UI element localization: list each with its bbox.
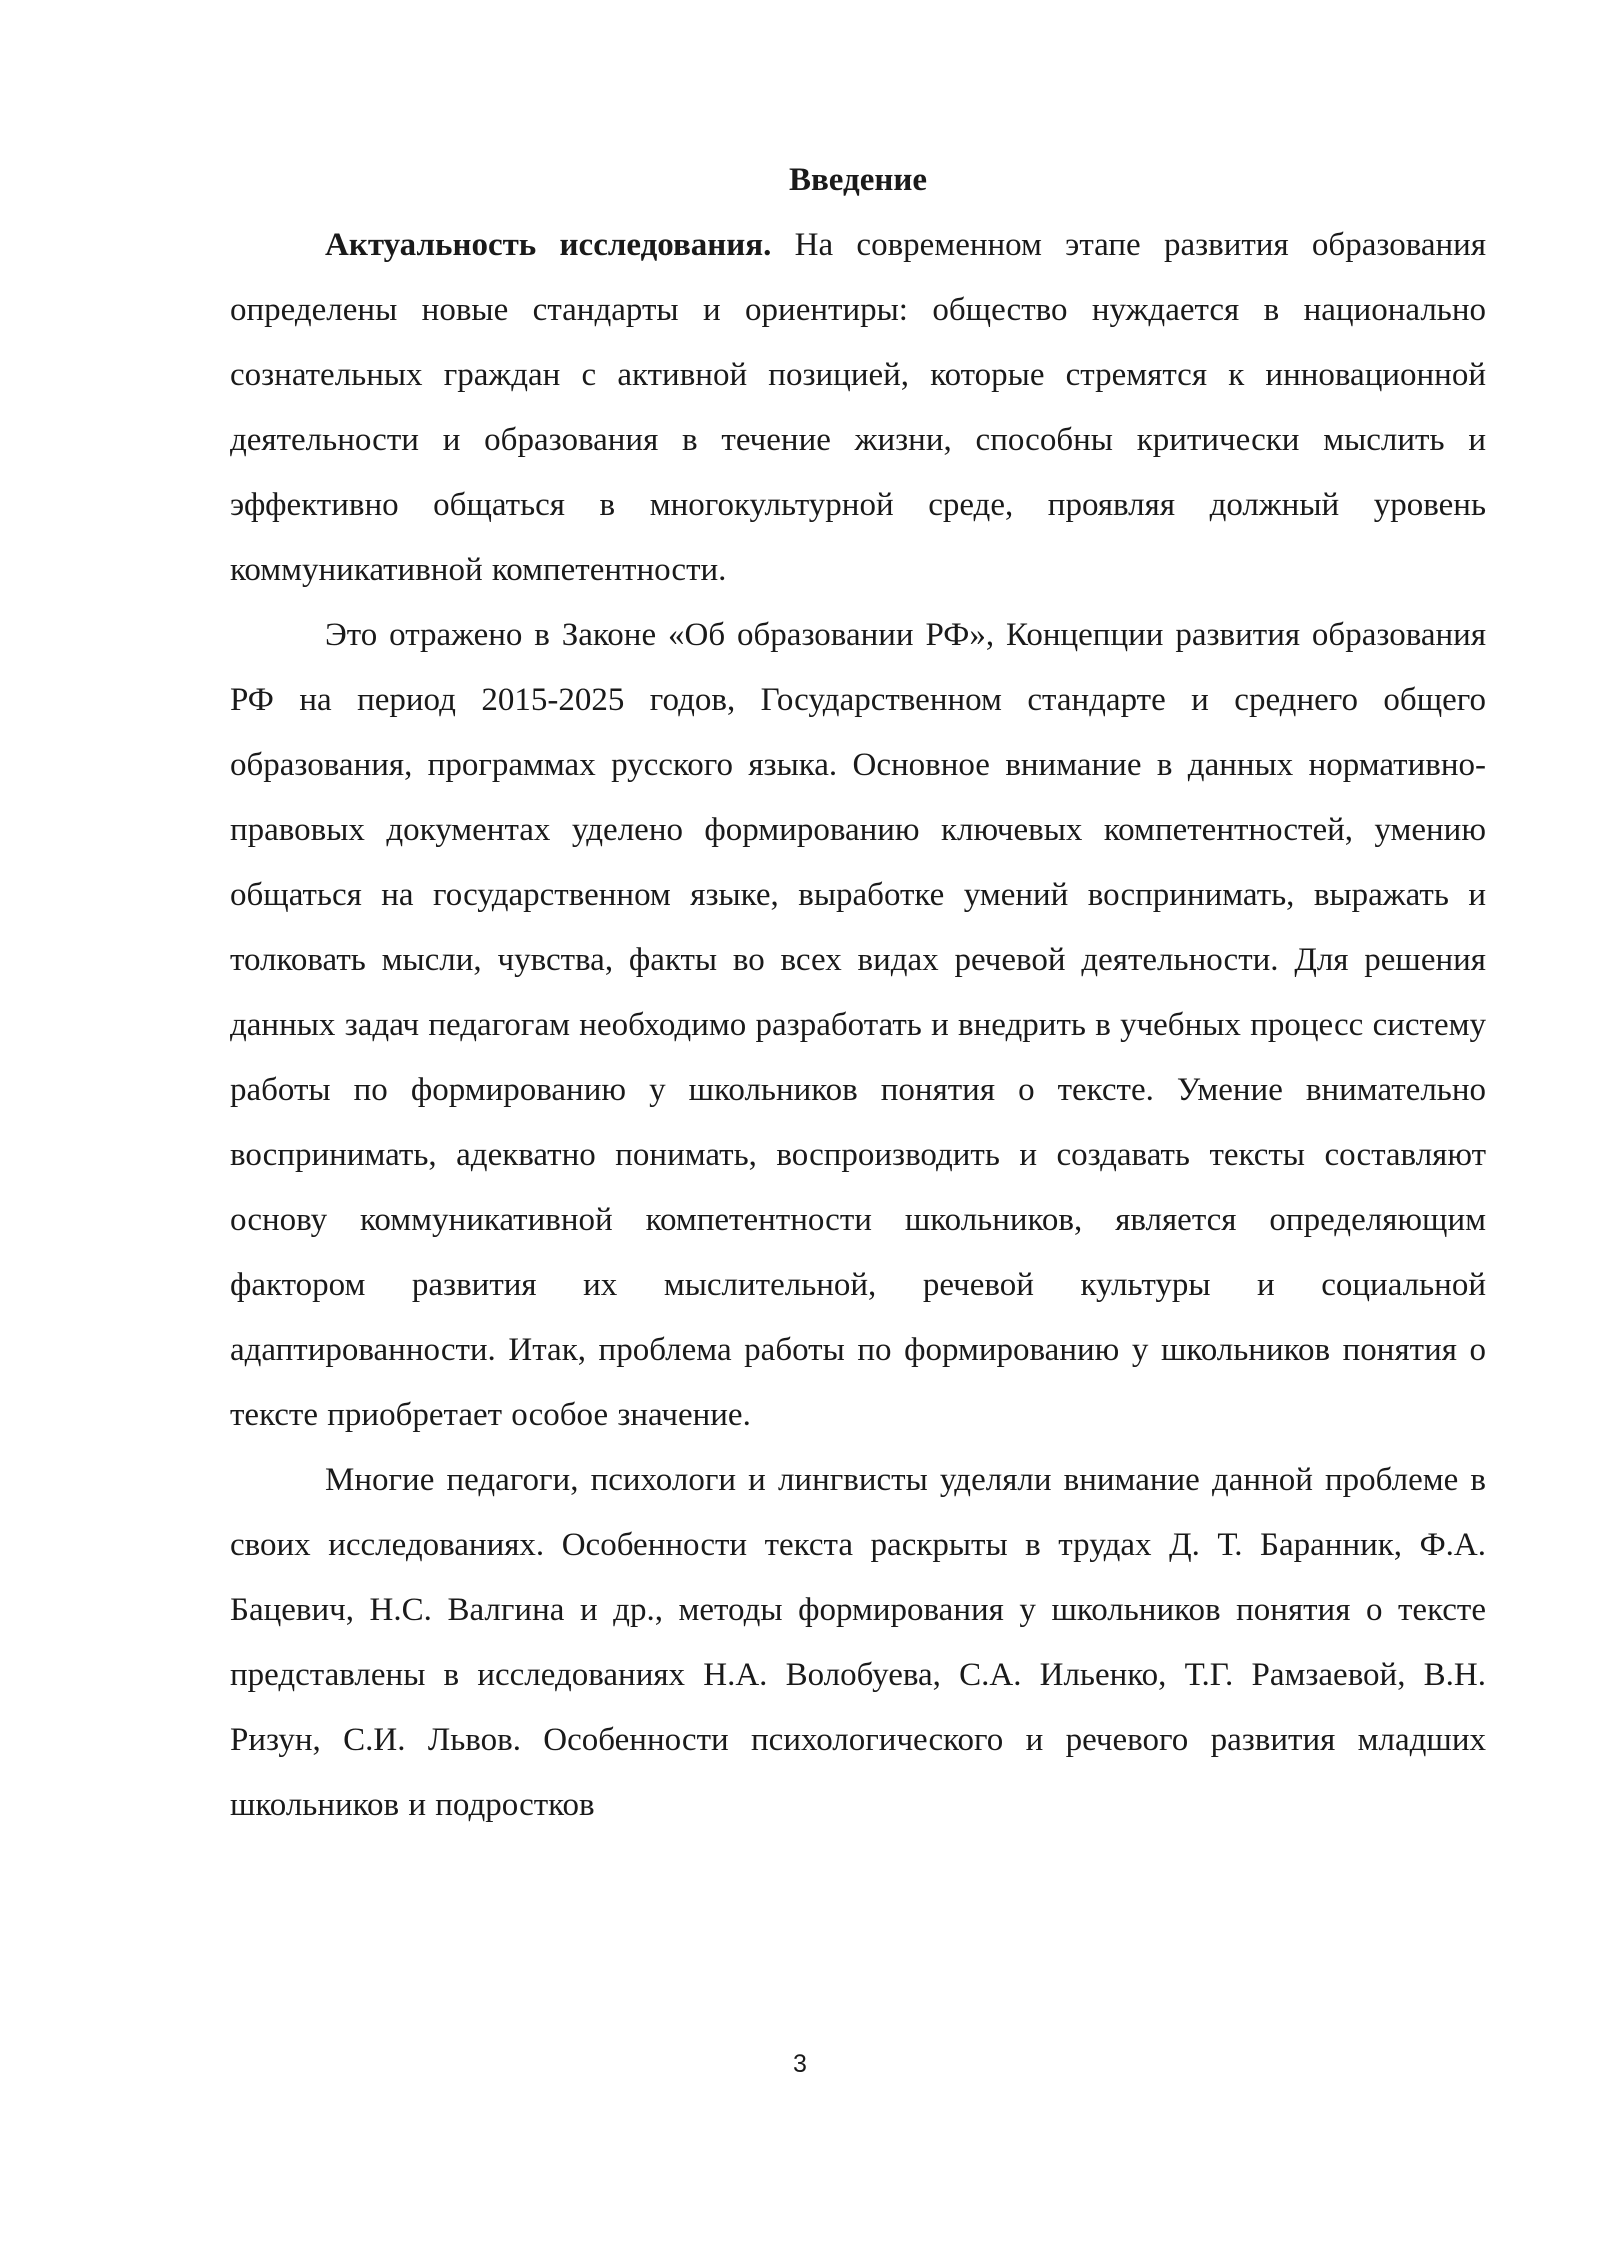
page-content xyxy=(230,148,1486,1838)
paragraph-text: На современном этапе развития образования определены новые стандарты и ориентиры: общество нуждается в национально сознательных граждан с активной позицией, которые стремятся к инновационной деятельности и образования в течение жизни, способны критически мыслить и эффективно общаться в многокультурной среде, проявляя должный уровень коммуникативной компетентности. xyxy=(230,227,1486,588)
paragraph-text: Это отражено в Законе «Об образовании РФ», Концепции развития образования РФ на период 2015-2025 годов, Государственном стандарте и среднего общего образования, программах русского языка. Основное внимание в данных нормативно-правовых документах уделено формированию ключевых компетентностей, умению общаться на государственном языке, выработке умений воспринимать, выражать и толковать мысли, чувства, факты во всех видах речевой деятельности. Для решения данных задач педагогам необходимо разработать и внедрить в учебных процесс систему работы по формированию у школьников понятия о тексте. Умение внимательно воспринимать, адекватно понимать, воспроизводить и создавать тексты составляют основу коммуникативной компетентности школьников, является определяющим фактором развития их мыслительной, речевой культуры и социальной адаптированности. Итак, проблема работы по формированию у школьников понятия о тексте приобретает особое значение. xyxy=(230,617,1486,1433)
paragraph-lead: Актуальность исследования. xyxy=(325,227,772,263)
section-title: Введение xyxy=(788,162,928,198)
page-number: 3 xyxy=(793,2050,807,2078)
paragraph-legislation xyxy=(230,603,1486,1448)
paragraph-relevance xyxy=(230,213,1486,603)
paragraph-researchers xyxy=(230,1448,1486,1838)
paragraph-text: Многие педагоги, психологи и лингвисты уделяли внимание данной проблеме в своих исследованиях. Особенности текста раскрыты в трудах Д. Т. Баранник, Ф.А. Бацевич, Н.С. Валгина и др., методы формирования у школьников понятия о тексте представлены в исследованиях Н.А. Волобуева, С.А. Ильенко, Т.Г. Рамзаевой, В.Н. Ризун, С.И. Львов. Особенности психологического и речевого развития младших школьников и подростков xyxy=(230,1462,1486,1823)
